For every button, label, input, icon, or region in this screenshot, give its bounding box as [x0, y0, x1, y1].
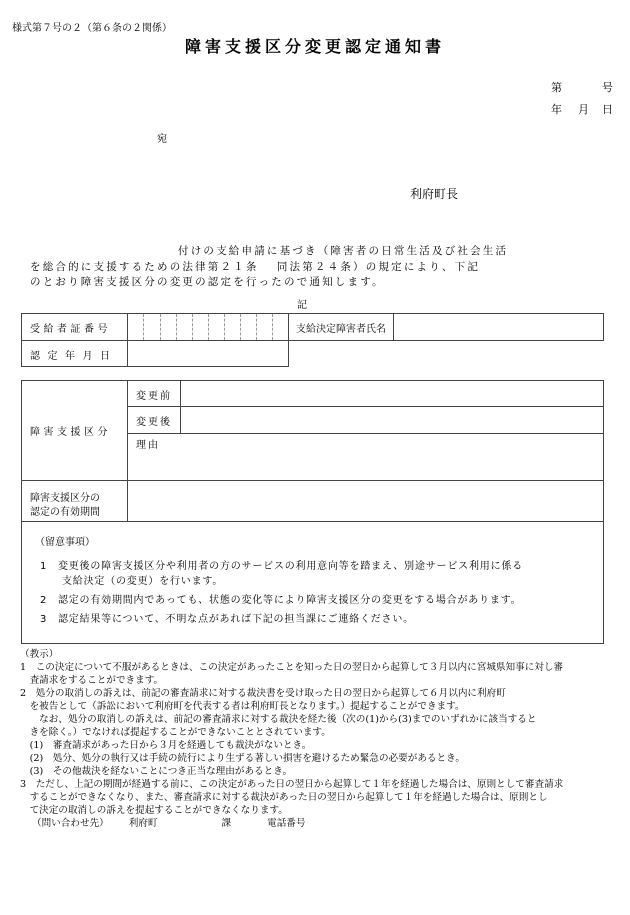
- contact-section: 課: [221, 818, 232, 829]
- validity-label: 障害支援区分の: [30, 493, 100, 504]
- note-item: 1 変更後の障害支援区分や利用者の方のサービスの利用意向等を踏まえ、別途サービス利用に係る: [40, 561, 523, 572]
- issuer: 利府町長: [410, 187, 459, 201]
- contact-label: （問い合わせ先）: [32, 818, 109, 829]
- notes-heading: （留意事項）: [35, 537, 95, 548]
- contact-town: 利府町: [128, 818, 158, 829]
- validity-label: 認定の有効期間: [30, 507, 100, 518]
- date-day: 日: [602, 103, 613, 116]
- body-line: 付けの支給申請に基づき（障害者の日常生活及び社会生活: [178, 245, 509, 257]
- before-label: 変更前: [136, 391, 172, 402]
- instruction-heading: （教示）: [20, 649, 59, 660]
- instruction-line: 3 ただし、上記の期間が経過する前に、この決定があった日の翌日から起算して１年を経過した場合は、原則として審査請求: [20, 779, 564, 790]
- instruction-line: なお、処分の取消しの訴えは、前記の審査請求に対する裁決を経た後（次の(1)から(3)までのいずれかに該当すると: [20, 714, 537, 725]
- contact-phone: 電話番号: [267, 818, 306, 829]
- instruction-line: 査請求をすることができます。: [20, 675, 164, 686]
- page-title: 障害支援区分変更認定通知書: [184, 37, 445, 56]
- cert-date-label: 認定年月日: [30, 351, 118, 362]
- instruction-section: [20, 648, 620, 830]
- body-line: を総合的に支援するための法律第２１条 同法第２４条）の規定により、下記: [30, 260, 481, 273]
- notification-body: [30, 244, 570, 291]
- reason-label: 理由: [136, 440, 160, 451]
- instruction-line: (1) 審査請求があった日から３月を経過しても裁決がないとき。: [20, 740, 312, 751]
- addressee: 宛: [157, 134, 167, 145]
- ki-heading: 記: [297, 300, 307, 311]
- instruction-line: きを除く。）でなければ提起することができないこととされています。: [20, 727, 331, 738]
- recipient-id-label: 受給者証番号: [30, 324, 111, 335]
- instruction-line: を被告として（訴訟において利府町を代表する者は利府町長となります。）提起することができます。: [20, 701, 465, 712]
- instruction-line: (2) 処分、処分の執行又は手続の続行により生ずる著しい損害を避けるため緊急の必要があるとき。: [20, 753, 465, 764]
- instruction-line: て決定の取消しの訴えを提起することができなくなります。: [20, 805, 288, 816]
- form-number: 様式第７号の２（第６条の２関係）: [12, 23, 172, 34]
- date-year: 年: [551, 103, 562, 116]
- instruction-line: 1 この決定について不服があるときは、この決定があったことを知った日の翌日から起算して３月以内に宮城県知事に対し審: [20, 662, 564, 673]
- note-item: 2 認定の有効期間内であっても、状態の変化等により障害支援区分の変更をする場合があります。: [40, 595, 522, 606]
- instruction-line: することができなくなり、また、審査請求に対する裁決があった日の翌日から起算して１年を経過した場合は、原則とし: [20, 792, 548, 803]
- instruction-line: (3) その他裁決を経ないことにつき正当な理由があるとき。: [20, 766, 293, 777]
- date-month: 月: [578, 103, 589, 116]
- body-line: のとおり障害支援区分の変更の認定を行ったので通知します。: [30, 276, 385, 288]
- decided-name-label: 支給決定障害者氏名: [296, 324, 386, 335]
- instruction-line: 2 処分の取消しの訴えは、前記の審査請求に対する裁決書を受け取った日の翌日から起算して６月以内に利府町: [20, 688, 506, 699]
- number-prefix: 第: [551, 81, 562, 94]
- number-suffix: 号: [602, 81, 613, 94]
- contact-line: [20, 817, 620, 830]
- after-label: 変更後: [136, 417, 172, 428]
- note-item: 支給決定（の変更）を行います。: [62, 576, 224, 587]
- category-label: 障害支援区分: [30, 427, 111, 438]
- note-item: 3 認定結果等について、不明な点があれば下記の担当課にご連絡ください。: [40, 614, 414, 625]
